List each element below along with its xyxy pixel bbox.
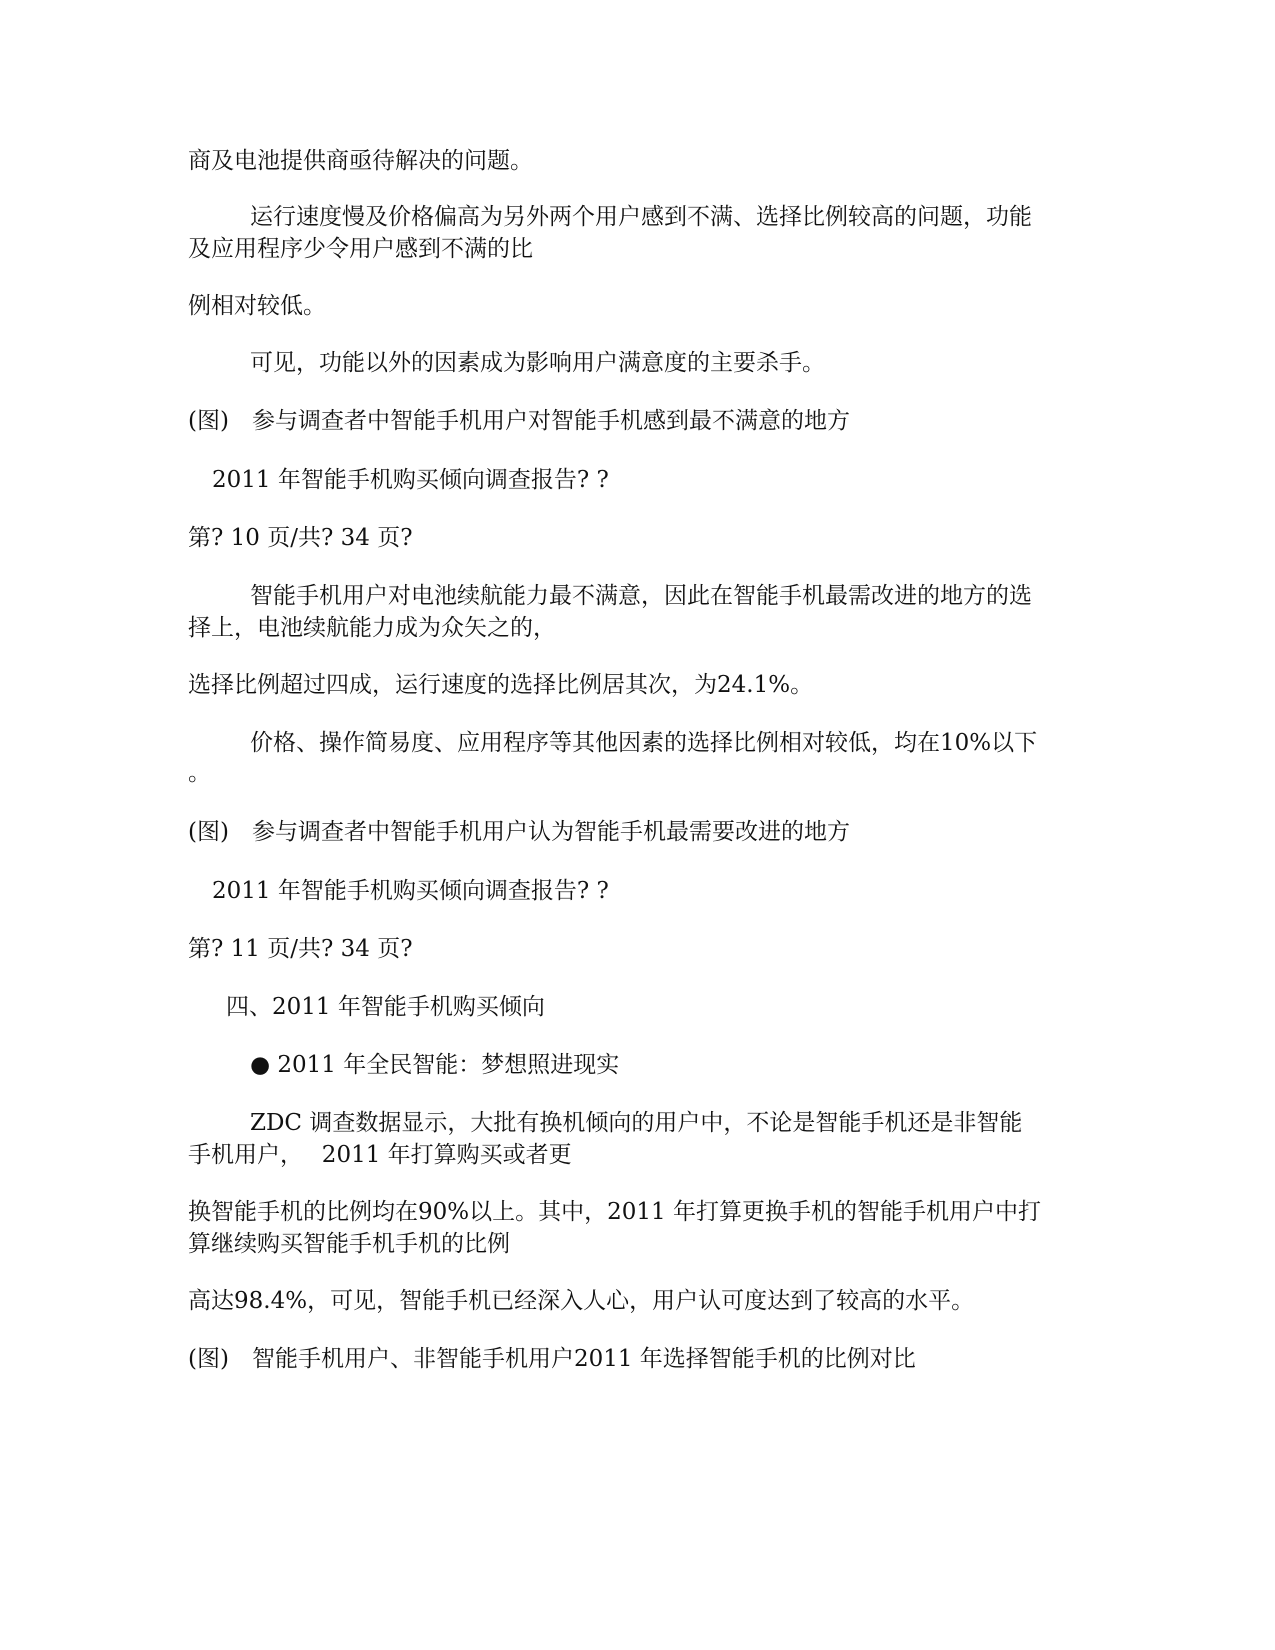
paragraph-speed-price: 运行速度慢及价格偏高为另外两个用户感到不满、选择比例较高的问题，功能 [250, 204, 1032, 230]
figure-caption-dissatisfaction: (图) 参与调查者中智能手机用户对智能手机感到最不满意的地方 [188, 408, 850, 434]
page-footer-title: 2011 年智能手机购买倾向调查报告? ? [212, 878, 609, 904]
section-heading: 四、2011 年智能手机购买倾向 [226, 994, 545, 1020]
bullet-heading: ● 2011 年全民智能：梦想照进现实 [250, 1052, 620, 1078]
paragraph-speed-price-line2: 及应用程序少令用户感到不满的比 [188, 236, 533, 262]
page-footer-title: 2011 年智能手机购买倾向调查报告? ? [212, 467, 609, 493]
paragraph-battery-line2: 择上，电池续航能力成为众矢之的， [188, 615, 556, 641]
figure-caption-improvement: (图) 参与调查者中智能手机用户认为智能手机最需要改进的地方 [188, 819, 850, 845]
paragraph-zdc-survey-line5: 高达98.4%，可见，智能手机已经深入人心，用户认可度达到了较高的水平。 [188, 1288, 975, 1314]
paragraph-conclusion: 可见，功能以外的因素成为影响用户满意度的主要杀手。 [250, 350, 825, 376]
paragraph-battery: 智能手机用户对电池续航能力最不满意，因此在智能手机最需改进的地方的选 [250, 583, 1032, 609]
paragraph-zdc-survey-line2: 手机用户， 2011 年打算购买或者更 [188, 1142, 572, 1168]
figure-caption-comparison: (图) 智能手机用户、非智能手机用户2011 年选择智能手机的比例对比 [188, 1346, 916, 1372]
paragraph-other-factors-end: 。 [188, 760, 211, 786]
paragraph-other-factors: 价格、操作简易度、应用程序等其他因素的选择比例相对较低，均在10%以下 [250, 730, 1038, 756]
paragraph-speed-price-line3: 例相对较低。 [188, 293, 326, 319]
paragraph-zdc-survey-line4: 算继续购买智能手机手机的比例 [188, 1231, 510, 1257]
paragraph-continuation: 商及电池提供商亟待解决的问题。 [188, 148, 533, 174]
paragraph-zdc-survey-line3: 换智能手机的比例均在90%以上。其中，2011 年打算更换手机的智能手机用户中打 [188, 1199, 1041, 1225]
paragraph-battery-line3: 选择比例超过四成，运行速度的选择比例居其次，为24.1%。 [188, 672, 814, 698]
page-footer-number: 第? 10 页/共? 34 页? [188, 525, 413, 551]
paragraph-zdc-survey: ZDC 调查数据显示，大批有换机倾向的用户中，不论是智能手机还是非智能 [250, 1110, 1023, 1136]
page-footer-number: 第? 11 页/共? 34 页? [188, 936, 413, 962]
